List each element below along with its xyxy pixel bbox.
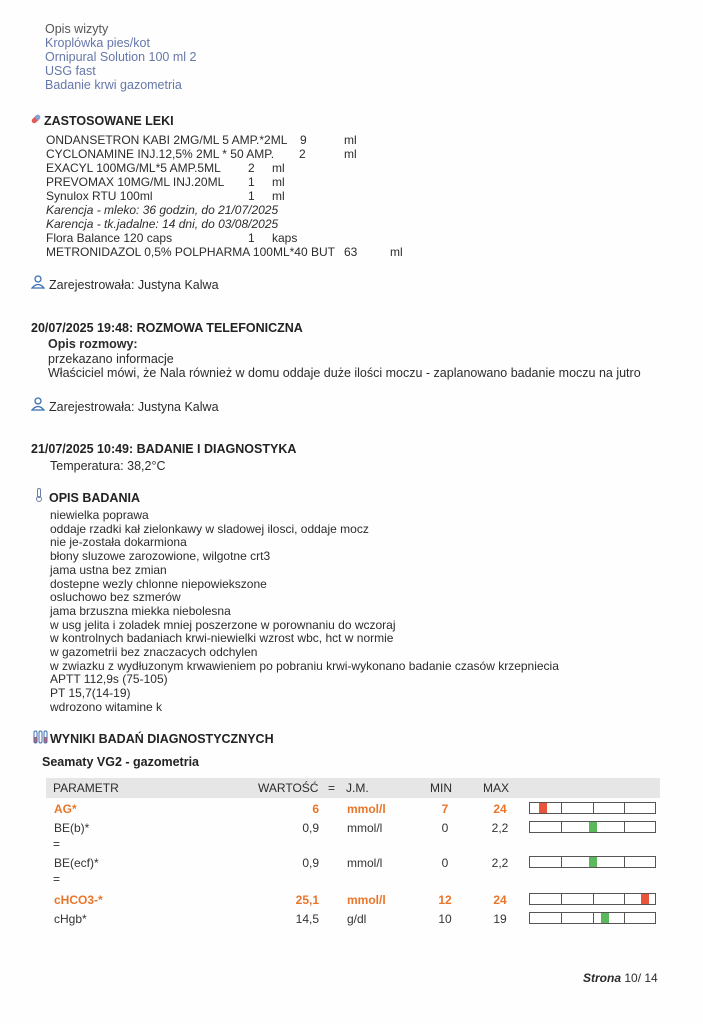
result-param: BE(b)* (54, 821, 90, 835)
registered-by: Zarejestrowała: Justyna Kalwa (49, 400, 219, 414)
col-value: WARTOŚĆ (258, 781, 319, 795)
col-flag: = (328, 781, 336, 795)
drug-unit: ml (272, 175, 285, 189)
range-bar-divider (561, 803, 562, 813)
range-marker (589, 822, 597, 832)
call-heading: 20/07/2025 19:48: ROZMOWA TELEFONICZNA (31, 321, 303, 335)
range-bar-divider (624, 894, 625, 904)
exam-line: w usg jelita i zoladek mniej poszerzone w porownaniu do wczoraj (50, 617, 396, 632)
registered-by: Zarejestrowała: Justyna Kalwa (49, 278, 219, 292)
page-label: Strona (583, 971, 622, 985)
karencja-meat: Karencja - tk.jadalne: 14 dni, do 03/08/2025 (46, 217, 279, 231)
range-marker (539, 803, 547, 813)
result-max: 2,2 (491, 856, 509, 870)
drug-name: CYCLONAMINE INJ.12,5% 2ML * 50 AMP. (46, 147, 275, 161)
exam-line: błony sluzowe zarozowione, wilgotne crt3 (50, 549, 271, 564)
exam-description (50, 509, 559, 715)
col-min: MIN (430, 781, 452, 795)
page-footer (583, 971, 658, 985)
drug-qty: 2 (248, 161, 255, 175)
range-bar-divider (561, 913, 562, 923)
result-unit: g/dl (347, 912, 367, 926)
visit-item: USG fast (45, 64, 96, 78)
range-bar (529, 893, 656, 905)
result-value: 25,1 (295, 893, 319, 907)
col-unit: J.M. (346, 781, 369, 795)
users-icon (31, 397, 45, 411)
result-value: 14,5 (295, 912, 319, 926)
result-row (47, 854, 657, 872)
result-value: 0,9 (302, 821, 319, 835)
exam-line: PT 15,7(14-19) (50, 686, 131, 701)
result-param: cHCO3-* (54, 893, 103, 907)
result-row (47, 819, 657, 837)
results-panel: Seamaty VG2 - gazometria (42, 755, 200, 769)
result-max: 2,2 (491, 821, 509, 835)
drug-qty: 63 (344, 245, 358, 259)
drug-unit: ml (272, 189, 285, 203)
visit-item: Badanie krwi gazometria (45, 78, 182, 92)
range-bar-divider (561, 894, 562, 904)
exam-line: dostepne wezly chlonne niepowiekszone (50, 576, 267, 591)
visit-item: Ornipural Solution 100 ml 2 (45, 50, 197, 64)
karencja-milk: Karencja - mleko: 36 godzin, do 21/07/2025 (46, 203, 279, 217)
exam-line: wdrozono witamine k (50, 699, 163, 714)
result-max: 19 (493, 912, 507, 926)
range-bar-divider (624, 822, 625, 832)
result-unit: mmol/l (347, 821, 383, 835)
result-note: = (53, 837, 61, 851)
result-note: = (53, 872, 61, 886)
exam-line: nie je-została dokarmiona (50, 535, 187, 550)
range-bar (529, 821, 656, 833)
thermometer-icon (35, 488, 43, 502)
range-bar-divider (561, 822, 562, 832)
result-max: 24 (493, 802, 507, 816)
drug-qty: 1 (248, 189, 255, 203)
drug-name: ONDANSETRON KABI 2MG/ML 5 AMP.*2ML (46, 133, 288, 147)
test-tubes-icon (33, 730, 49, 744)
exam-line: w gazometrii bez znaczacych odchylen (50, 645, 258, 660)
exam-heading: 21/07/2025 10:49: BADANIE I DIAGNOSTYKA (31, 442, 297, 456)
exam-line: osluchowo bez szmerów (50, 590, 181, 605)
col-param: PARAMETR (53, 781, 119, 795)
drug-unit: kaps (272, 231, 298, 245)
drugs-heading: ZASTOSOWANE LEKI (44, 114, 174, 128)
visit-description-title: Opis wizyty (45, 22, 109, 36)
result-row (47, 910, 657, 928)
result-param: AG* (54, 802, 77, 816)
range-marker (641, 894, 649, 904)
result-min: 0 (441, 856, 449, 870)
result-min: 12 (438, 893, 452, 907)
result-value: 0,9 (302, 856, 319, 870)
result-unit: mmol/l (347, 802, 386, 816)
range-bar-divider (593, 803, 594, 813)
exam-line: niewielka poprawa (50, 508, 149, 522)
drug-unit: ml (344, 147, 357, 161)
results-header (46, 778, 660, 798)
range-bar-divider (593, 894, 594, 904)
drug-qty: 1 (248, 231, 255, 245)
result-min: 0 (441, 821, 449, 835)
drug-qty: 2 (299, 147, 306, 161)
range-bar-divider (561, 857, 562, 867)
drug-name: EXACYL 100MG/ML*5 AMP.5ML (46, 161, 221, 175)
exam-description-heading: OPIS BADANIA (49, 491, 140, 505)
results-heading: WYNIKI BADAŃ DIAGNOSTYCZNYCH (50, 732, 274, 746)
col-max: MAX (483, 781, 510, 795)
range-marker (589, 857, 597, 867)
exam-line: oddaje rzadki kał zielonkawy w sladowej ilosci, oddaje mocz (50, 521, 369, 536)
result-param: cHgb* (54, 912, 87, 926)
range-bar (529, 802, 656, 814)
drug-name: Synulox RTU 100ml (46, 189, 153, 203)
result-row (47, 800, 657, 818)
drug-unit: ml (344, 133, 357, 147)
call-label: Opis rozmowy: (48, 337, 138, 351)
page-number: 10/ 14 (624, 971, 658, 985)
drug-name: METRONIDAZOL 0,5% POLPHARMA 100ML*40 BUT (46, 245, 335, 259)
call-line: Właściciel mówi, że Nala również w domu oddaje duże ilości moczu - zaplanowano badanie moczu na jutro (48, 366, 641, 380)
users-icon (31, 275, 45, 289)
range-bar (529, 856, 656, 868)
range-bar-divider (593, 913, 594, 923)
range-bar-divider (624, 803, 625, 813)
pill-icon (30, 113, 42, 125)
result-param: BE(ecf)* (54, 856, 99, 870)
visit-item: Kroplówka pies/kot (45, 36, 150, 50)
result-min: 7 (441, 802, 449, 816)
range-bar (529, 912, 656, 924)
result-max: 24 (493, 893, 507, 907)
exam-line: jama brzuszna miekka niebolesna (50, 603, 231, 618)
result-row (47, 891, 657, 909)
drug-unit: ml (272, 161, 285, 175)
result-value: 6 (312, 802, 319, 816)
exam-line: APTT 112,9s (75-105) (50, 672, 168, 687)
drug-name: PREVOMAX 10MG/ML INJ.20ML (46, 175, 225, 189)
drug-qty: 9 (300, 133, 307, 147)
range-bar-divider (624, 913, 625, 923)
call-line: przekazano informacje (48, 352, 174, 366)
result-unit: mmol/l (347, 856, 383, 870)
drug-qty: 1 (248, 175, 255, 189)
temperature: Temperatura: 38,2°C (50, 459, 166, 473)
drug-unit: ml (390, 245, 403, 259)
exam-line: w kontrolnych badaniach krwi-niewielki wzrost wbc, hct w normie (50, 631, 394, 646)
visit-description (45, 22, 196, 92)
result-unit: mmol/l (347, 893, 386, 907)
exam-line: w zwiazku z wydłuzonym krwawieniem po pobraniu krwi-wykonano badanie czasów krzepniecia (50, 658, 559, 673)
exam-line: jama ustna bez zmian (50, 562, 167, 577)
range-bar-divider (624, 857, 625, 867)
drug-name: Flora Balance 120 caps (46, 231, 173, 245)
result-min: 10 (438, 912, 452, 926)
range-marker (601, 913, 609, 923)
